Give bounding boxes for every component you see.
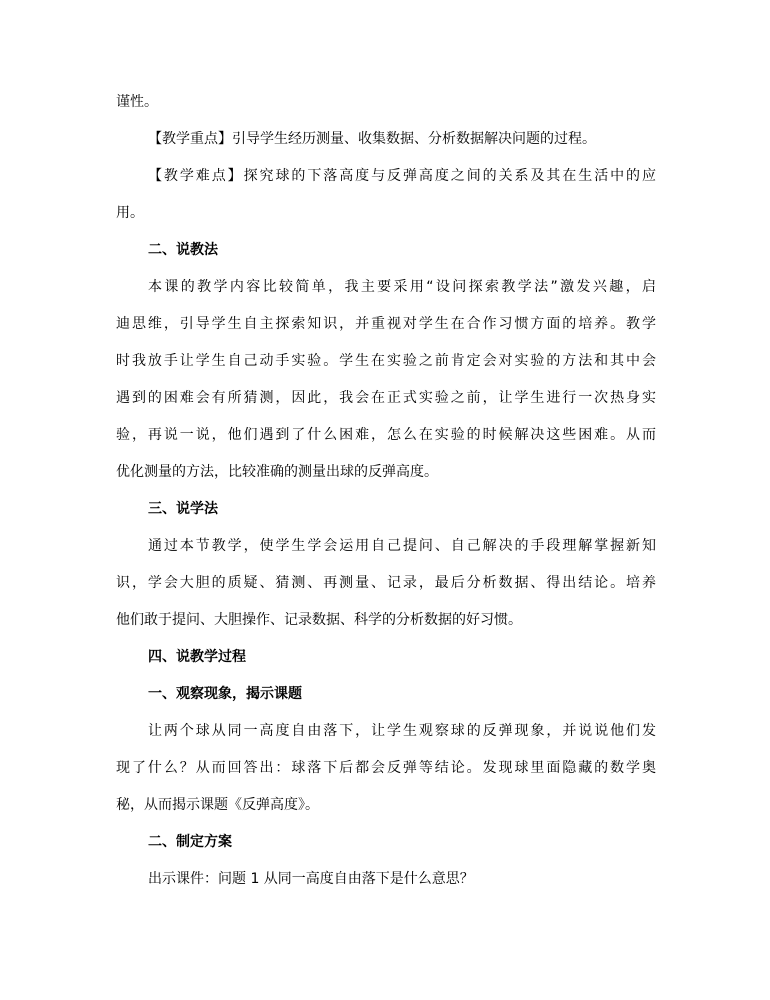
section-heading-teaching-process: 四、说教学过程 [148,649,246,665]
paragraph-line: 谨性。 [116,94,158,110]
subsection-heading-plan: 二、制定方案 [148,834,232,850]
section-heading-learning-method: 三、说学法 [148,501,218,517]
paragraph-line: 通过本节教学，使学生学会运用自己提问、自己解决的手段理解掌握新知 [148,538,656,554]
teaching-focus-line: 【教学重点】引导学生经历测量、收集数据、分析数据解决问题的过程。 [148,131,596,147]
paragraph-line: 验，再说一说，他们遇到了什么困难，怎么在实验的时候解决这些困难。从而 [116,427,656,443]
paragraph-line: 本课的教学内容比较简单，我主要采用“设问探索教学法”激发兴趣，启 [148,279,656,295]
paragraph-line: 现了什么？从而回答出：球落下后都会反弹等结论。发现球里面隐藏的数学奥 [116,760,656,776]
paragraph-line: 迪思维，引导学生自主探索知识，并重视对学生在合作习惯方面的培养。教学 [116,316,656,332]
paragraph-line: 秘，从而揭示课题《反弹高度》。 [116,797,319,813]
paragraph-line: 时我放手让学生自己动手实验。学生在实验之前肯定会对实验的方法和其中会 [116,353,656,369]
teaching-difficulty-line: 【教学难点】探究球的下落高度与反弹高度之间的关系及其在生活中的应 [148,168,656,184]
paragraph-line: 用。 [116,205,144,221]
paragraph-line: 识，学会大胆的质疑、猜测、再测量、记录，最后分析数据、得出结论。培养 [116,575,656,591]
paragraph-line: 遇到的困难会有所猜测，因此，我会在正式实验之前，让学生进行一次热身实 [116,390,656,406]
paragraph-line: 让两个球从同一高度自由落下，让学生观察球的反弹现象，并说说他们发 [148,723,656,739]
paragraph-line: 优化测量的方法，比较准确的测量出球的反弹高度。 [116,464,438,480]
subsection-heading-observe: 一、观察现象，揭示课题 [148,686,302,702]
section-heading-teaching-method: 二、说教法 [148,242,218,258]
paragraph-line: 出示课件：问题 1 从同一高度自由落下是什么意思？ [148,871,474,887]
paragraph-line: 他们敢于提问、大胆操作、记录数据、科学的分析数据的好习惯。 [116,612,522,628]
